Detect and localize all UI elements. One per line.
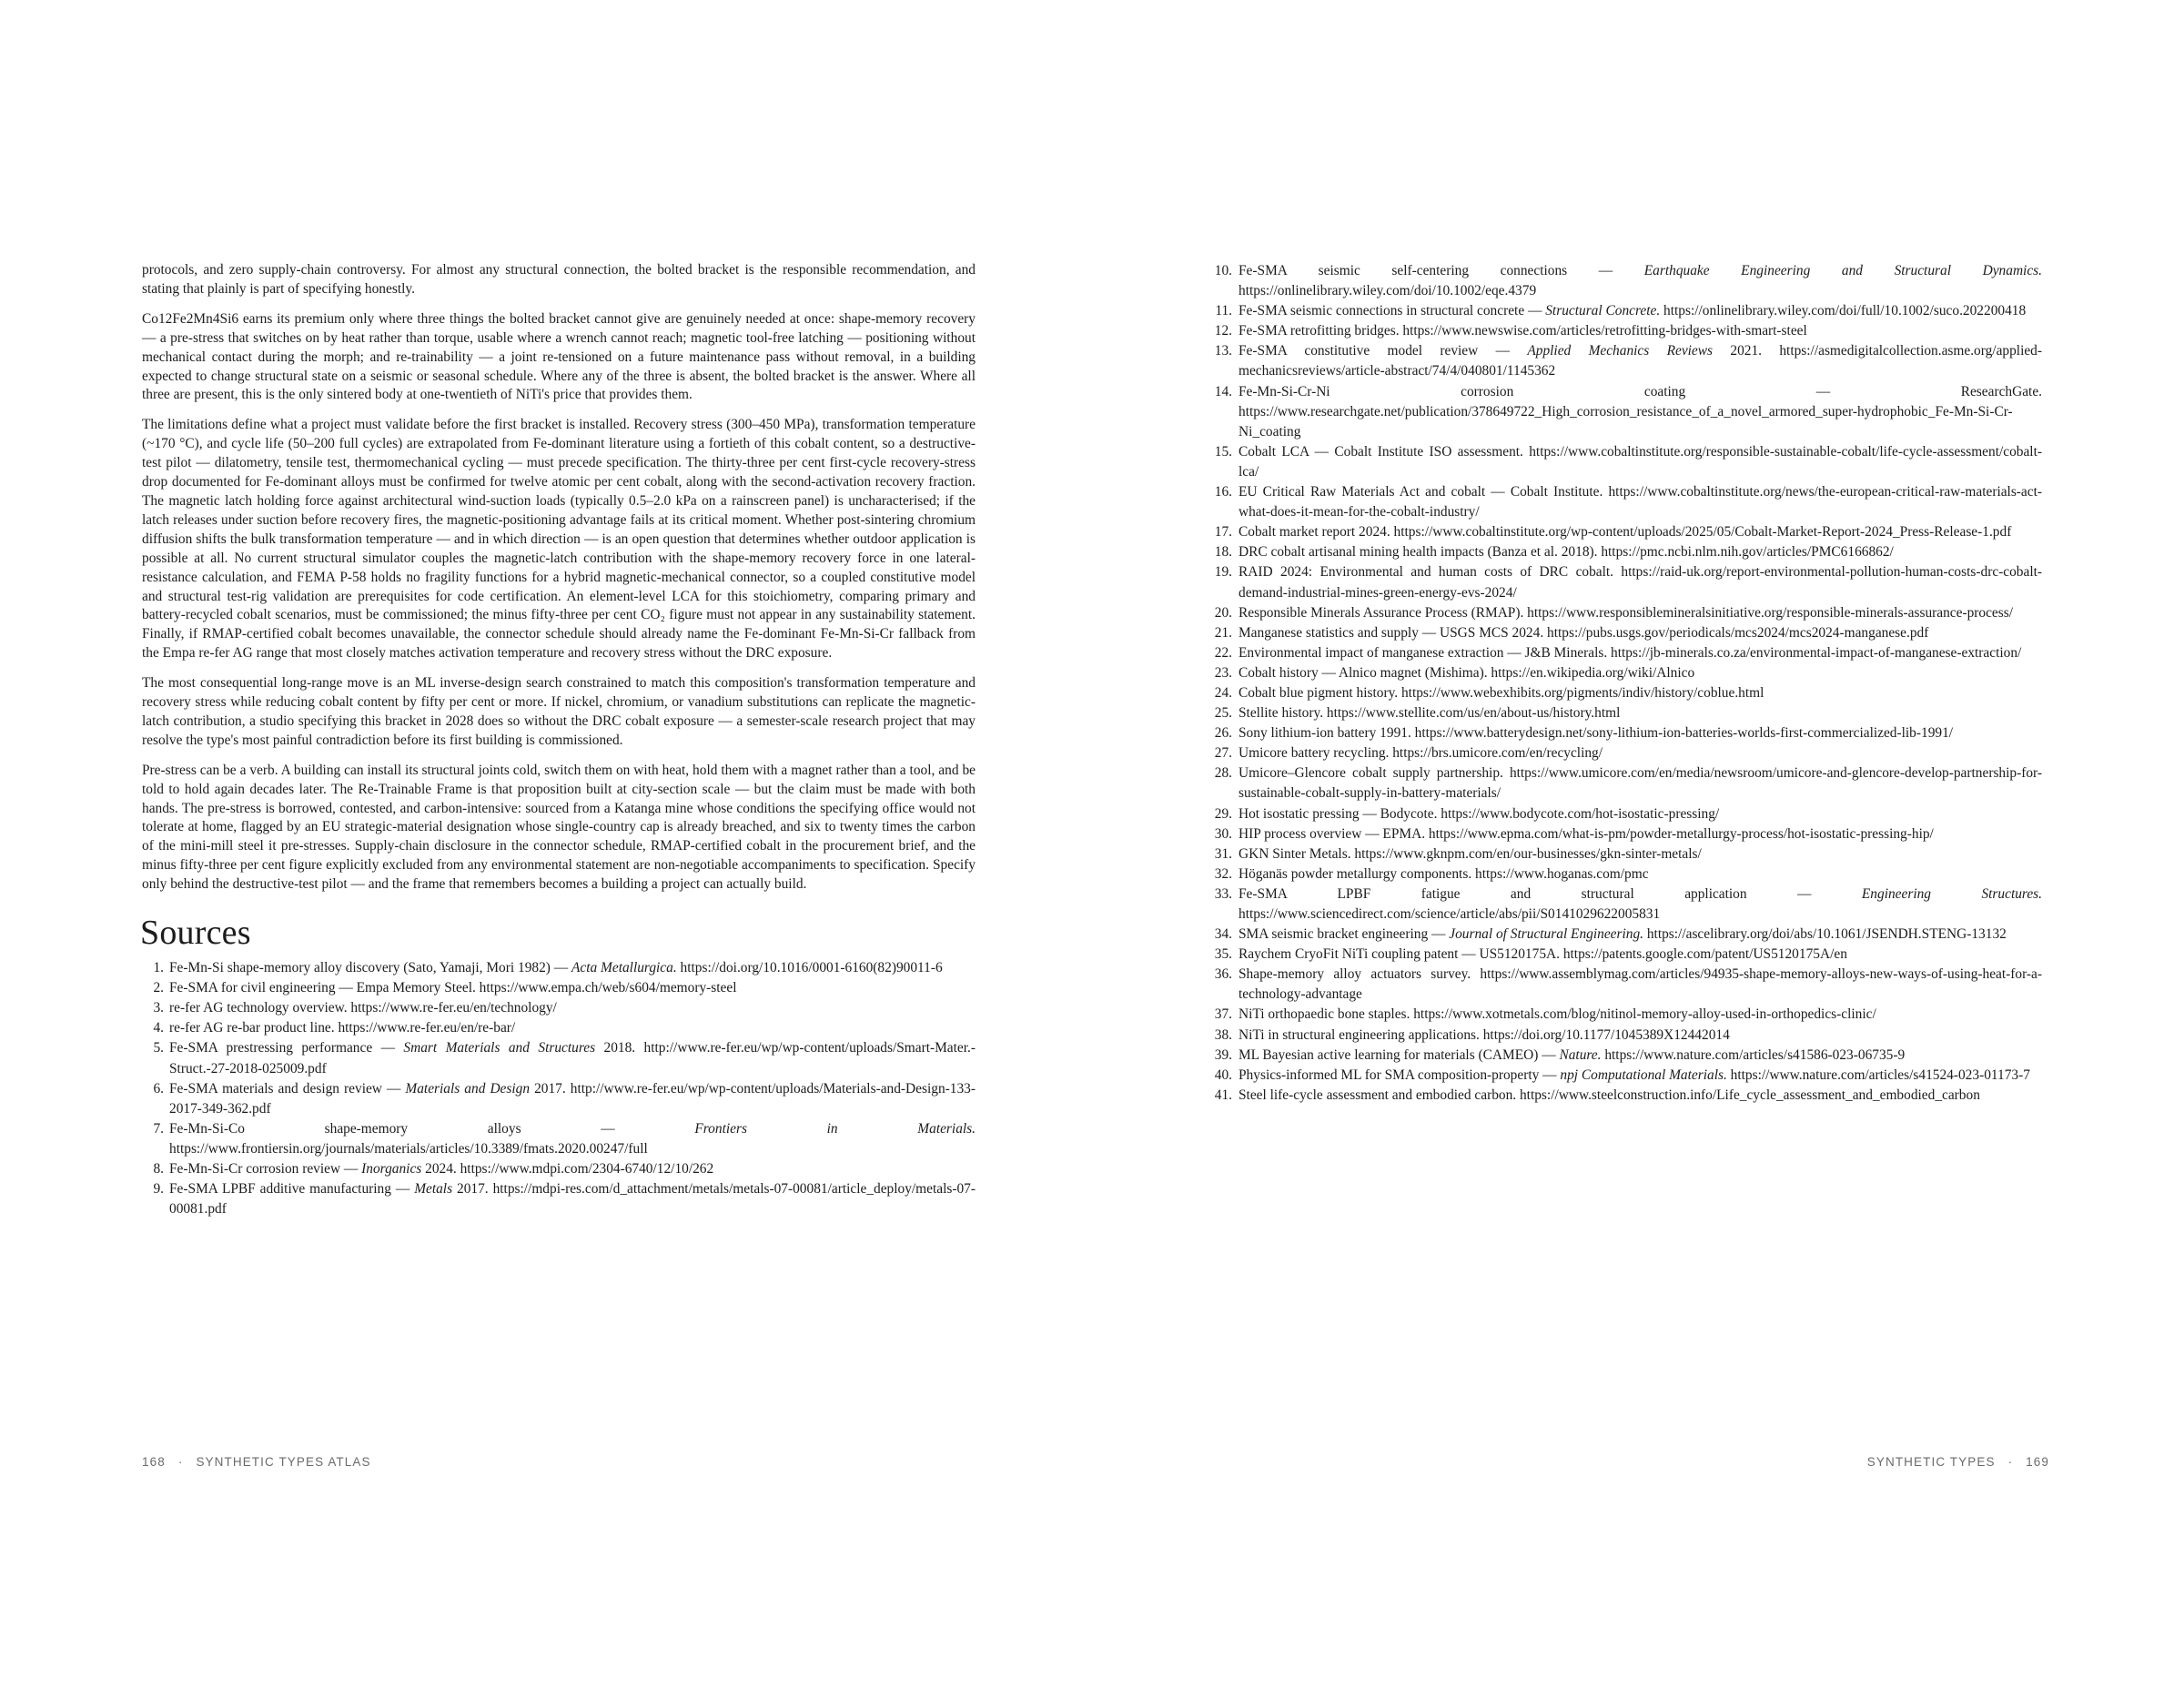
reference-text-continued: https://www.frontiersin.org/journals/materials/articles/10.3389/fmats.2020.00247/full <box>169 1140 648 1157</box>
reference-number: 8. <box>153 1161 164 1178</box>
reference-item <box>1208 965 2042 1005</box>
reference-text: Fe-SMA seismic connections in structural concrete — <box>1239 303 1546 319</box>
body-paragraph: Pre-stress can be a verb. A building can install its structural joints cold, switch them on with heat, hold them with a magnet rather than a tool, and be told to hold again decades later. The Re-Trainable Frame is that proposition built at city-section scale — but the claim must be made with both hands. The pre-stress is borrowed, contested, and carbon-intensive: sourced from a Katanga mine whose conditions the specifying office would not tolerate at home, flagged by an EU strategic-material designation whose single-country cap is already breached, and six to twenty times the carbon of the mini-mill steel it pre-stresses. Supply-chain disclosure in the connector schedule, RMAP-certified cobalt in the procurement brief, and the minus fifty-three per cent figure explicitly excluded from any environmental statement are non-negotiable accompaniments to specification. Specify only behind the destructive-test pilot — and the frame that remembers becomes a building a project can actually build. <box>142 762 976 893</box>
reference-item <box>1208 824 2042 844</box>
reference-text-continued: https://ascelibrary.org/doi/abs/10.1061/JSENDH.STENG-13132 <box>1643 926 2007 943</box>
reference-text: RAID 2024: Environmental and human costs of DRC cobalt. https://raid-uk.org/report-environmental-pollution-human-costs-drc-cobalt-demand-industrial-mines-green-energy-evs-2024/ <box>1239 564 2042 601</box>
reference-number: 40. <box>1214 1066 1232 1083</box>
reference-number: 1. <box>153 960 164 976</box>
reference-text: Fe-Mn-Si-Cr corrosion review — <box>169 1161 362 1178</box>
folio-right <box>1867 1455 2049 1469</box>
reference-text-continued: 2021. https://asmedigitalcollection.asme.org/applied-mechanicsreviews/article-abstract/74/4/040801/1145362 <box>1239 343 2042 379</box>
running-head: SYNTHETIC TYPES <box>1866 1455 1996 1469</box>
reference-journal: Acta Metallurgica. <box>571 960 677 976</box>
reference-item <box>1208 804 2042 824</box>
reference-number: 15. <box>1214 443 1232 460</box>
reference-text: Cobalt history — Alnico magnet (Mishima). https://en.wikipedia.org/wiki/Alnico <box>1239 664 1695 681</box>
reference-text: DRC cobalt artisanal mining health impacts (Banza et al. 2018). https://pmc.ncbi.nlm.nih.gov/articles/PMC6166862/ <box>1239 544 1894 561</box>
reference-item <box>1208 562 2042 602</box>
reference-number: 4. <box>153 1020 164 1036</box>
folio-separator: · <box>177 1455 184 1469</box>
reference-text: Physics-informed ML for SMA composition-property — <box>1239 1066 1561 1083</box>
reference-text: Cobalt blue pigment history. https://www.webexhibits.org/pigments/indiv/history/coblue.html <box>1239 684 1764 701</box>
reference-number: 2. <box>153 980 164 996</box>
reference-text-continued: https://www.nature.com/articles/s41524-023-01173-7 <box>1726 1066 2030 1083</box>
reference-journal: Smart Materials and Structures <box>403 1040 596 1056</box>
reference-text-continued: 2017. https://mdpi-res.com/d_attachment/metals/metals-07-00081/article_deploy/metals-07-00081.pdf <box>169 1181 976 1218</box>
reference-journal: Frontiers in Materials. <box>694 1120 976 1137</box>
reference-text: Fe-SMA retrofitting bridges. https://www.newswise.com/articles/retrofitting-bridges-with-smart-steel <box>1239 323 1807 339</box>
reference-text: Fe-SMA for civil engineering — Empa Memory Steel. https://www.empa.ch/web/s604/memory-steel <box>169 980 737 996</box>
reference-number: 18. <box>1214 544 1232 561</box>
body-paragraph: The limitations define what a project must validate before the first bracket is installed. Recovery stress (300–450 MPa), transformation temperature (~170 °C), and cycle life (50–200 full cycles) are extrapolated from Fe-dominant literature using a fortieth of this cobalt content, so a destructive-test pilot — dilatometry, tensile test, thermomechanical cycling — must precede specification. The thirty-three per cent first-cycle recovery-stress drop documented for Fe-dominant alloys must be confirmed for twelve atomic per cent cobalt, along with the second-activation recovery fraction. The magnetic latch holding force against architectural wind-suction loads (typically 0.5–2.0 kPa on a rainscreen panel) is uncharacterised; if the latch releases under suction before recovery fires, the magnetic-positioning advantage fails at its critical moment. Whether post-sintering chromium diffusion shifts the bulk transformation temperature — and in which direction — is an open question that determines whether outdoor application is possible at all. No current structural simulator couples the magnetic-latch contribution with the shape-memory recovery force in one lateral-resistance calculation, and FEMA P-58 holds no fragility functions for a hybrid magnetic-mechanical connector, so a coupled constitutive model and structural test-rig validation are prerequisites for code certification. An element-level LCA for this stoichiometry, comparing primary and battery-recycled cobalt scenarios, must be commissioned; the minus fifty-three per cent CO₂ figure must not appear in any sustainability statement. Finally, if RMAP-certified cobalt becomes unavailable, the connector schedule should already name the Fe-dominant Fe-Mn-Si-Cr fallback from the Empa re-fer AG range that most closely matches activation temperature and recovery stress without the DRC exposure. <box>142 417 976 662</box>
reference-item <box>1208 1066 2042 1086</box>
reference-text-continued: https://doi.org/10.1016/0001-6160(82)90011-6 <box>676 960 943 976</box>
reference-text: Fe-Mn-Si-Co shape-memory alloys — <box>169 1120 695 1137</box>
reference-item <box>1208 1046 2042 1066</box>
reference-number: 3. <box>153 1000 164 1016</box>
reference-number: 38. <box>1214 1026 1232 1043</box>
reference-item <box>1208 864 2042 884</box>
reference-text: re-fer AG technology overview. https://www.re-fer.eu/en/technology/ <box>169 1000 557 1016</box>
reference-text: Fe-SMA materials and design review — <box>169 1080 406 1097</box>
reference-number: 24. <box>1214 684 1232 701</box>
reference-list <box>1208 261 2042 1106</box>
reference-journal: Earthquake Engineering and Structural Dynamics. <box>1643 263 2042 278</box>
reference-text-continued: 2018. http://www.re-fer.eu/wp/wp-content/uploads/Smart-Mater.-Struct.-27-2018-025009.pdf <box>169 1040 976 1076</box>
reference-text: ML Bayesian active learning for materials (CAMEO) — <box>1239 1046 1560 1063</box>
reference-text: Fe-Mn-Si shape-memory alloy discovery (Sato, Yamaji, Mori 1982) — <box>169 960 571 976</box>
reference-text: Responsible Minerals Assurance Process (RMAP). https://www.responsiblemineralsinitiative.org/responsible-minerals-assurance-process/ <box>1239 604 2014 621</box>
reference-number: 32. <box>1214 865 1232 882</box>
reference-number: 36. <box>1214 966 1232 983</box>
reference-text: GKN Sinter Metals. https://www.gknpm.com/en/our-businesses/gkn-sinter-metals/ <box>1239 845 1702 862</box>
reference-item <box>1208 442 2042 482</box>
reference-number: 14. <box>1214 383 1232 399</box>
reference-text: re-fer AG re-bar product line. https://www.re-fer.eu/en/re-bar/ <box>169 1020 516 1036</box>
reference-number: 41. <box>1214 1087 1232 1103</box>
page-number: 168 <box>142 1455 166 1469</box>
reference-text-continued: https://onlinelibrary.wiley.com/doi/full/10.1002/suco.202200418 <box>1660 303 2027 319</box>
reference-number: 34. <box>1214 926 1232 943</box>
reference-journal: npj Computational Materials. <box>1560 1066 1727 1083</box>
page-number: 169 <box>2026 1455 2049 1469</box>
reference-number: 16. <box>1214 484 1232 500</box>
reference-journal: Applied Mechanics Reviews <box>1527 343 1714 359</box>
reference-text-continued: 2024. https://www.mdpi.com/2304-6740/12/10/262 <box>421 1161 714 1178</box>
reference-item <box>142 1018 976 1038</box>
reference-number: 21. <box>1214 624 1232 641</box>
reference-item <box>1208 522 2042 542</box>
reference-item <box>1208 703 2042 723</box>
folio-left <box>142 1455 371 1469</box>
reference-item <box>1208 663 2042 683</box>
reference-text: EU Critical Raw Materials Act and cobalt — Cobalt Institute. https://www.cobaltinstitute.org/news/the-european-critical-raw-materials-act-what-does-it-mean-for-the-cobalt-industry/ <box>1239 484 2042 521</box>
running-head: SYNTHETIC TYPES ATLAS <box>196 1455 371 1469</box>
reference-item <box>1208 603 2042 623</box>
reference-item <box>1208 542 2042 562</box>
reference-number: 20. <box>1214 604 1232 621</box>
reference-journal: Nature. <box>1559 1046 1602 1063</box>
reference-number: 17. <box>1214 524 1232 541</box>
reference-number: 30. <box>1214 825 1232 842</box>
reference-number: 5. <box>153 1040 164 1056</box>
reference-item <box>142 1159 976 1179</box>
reference-text: Fe-Mn-Si-Cr-Ni corrosion coating — ResearchGate. https://www.researchgate.net/publication/378649722_High_corrosion_resistance_of_a_novel_armored_super-hydrophobic_Fe-Mn-Si-Cr-Ni_coating <box>1239 383 2042 440</box>
reference-item <box>1208 884 2042 925</box>
reference-item <box>1208 382 2042 442</box>
reference-item <box>1208 623 2042 643</box>
sources-heading: Sources <box>140 914 251 953</box>
reference-journal: Structural Concrete. <box>1545 303 1661 319</box>
reference-journal: Inorganics <box>361 1161 422 1178</box>
reference-text: Sony lithium-ion battery 1991. https://www.batterydesign.net/sony-lithium-ion-batteries-worlds-first-commercialized-lib-1991/ <box>1239 725 1954 742</box>
reference-item <box>1208 743 2042 763</box>
reference-item <box>1208 1005 2042 1025</box>
right-page <box>1092 0 2184 1688</box>
reference-item <box>142 998 976 1018</box>
reference-number: 6. <box>153 1080 164 1097</box>
reference-text-continued: https://www.nature.com/articles/s41586-023-06735-9 <box>1601 1046 1906 1063</box>
reference-item <box>1208 261 2042 301</box>
reference-list <box>142 958 976 1219</box>
reference-text: Fe-SMA seismic self-centering connections — <box>1239 263 1644 278</box>
reference-text: Environmental impact of manganese extraction — J&B Minerals. https://jb-minerals.co.za/environmental-impact-of-manganese-extraction/ <box>1239 644 2022 661</box>
reference-item <box>1208 723 2042 743</box>
reference-text: SMA seismic bracket engineering — <box>1239 926 1450 943</box>
reference-text: Cobalt LCA — Cobalt Institute ISO assessment. https://www.cobaltinstitute.org/responsible-sustainable-cobalt/life-cycle-assessment/cobalt-lca/ <box>1239 443 2042 480</box>
reference-item <box>1208 301 2042 321</box>
reference-item <box>142 1079 976 1119</box>
reference-number: 7. <box>153 1120 164 1137</box>
reference-number: 10. <box>1214 263 1232 278</box>
reference-text: Fe-SMA constitutive model review — <box>1239 343 1528 359</box>
folio-separator: · <box>2007 1455 2014 1469</box>
reference-text: Umicore battery recycling. https://brs.umicore.com/en/recycling/ <box>1239 745 1603 762</box>
reference-item <box>142 958 976 978</box>
reference-item <box>1208 1026 2042 1046</box>
reference-number: 35. <box>1214 946 1232 963</box>
reference-item <box>1208 341 2042 381</box>
reference-item <box>1208 844 2042 864</box>
reference-number: 19. <box>1214 564 1232 581</box>
reference-item <box>1208 683 2042 703</box>
right-text-column <box>1208 261 2042 1106</box>
reference-text: Cobalt market report 2024. https://www.cobaltinstitute.org/wp-content/uploads/2025/05/Cobalt-Market-Report-2024_Press-Release-1.pdf <box>1239 524 2012 541</box>
reference-number: 26. <box>1214 725 1232 742</box>
reference-number: 12. <box>1214 323 1232 339</box>
reference-text: Fe-SMA prestressing performance — <box>169 1040 404 1056</box>
body-paragraph: Co12Fe2Mn4Si6 earns its premium only where three things the bolted bracket cannot give are genuinely needed at once: shape-memory recovery — a pre-stress that switches on by heat rather than torque, usable where a wrench cannot reach; magnetic tool-free latching — positioning without mechanical contact during the morph; and re-trainability — a joint re-tensioned on a future maintenance pass without removal, in a building expected to change structural state on a seismic or seasonal schedule. Where any of the three is absent, the bolted bracket is the answer. Where all three are present, this is the only sintered body at one-twentieth of NiTi's price that provides them. <box>142 310 976 403</box>
reference-journal: Journal of Structural Engineering. <box>1449 926 1643 943</box>
reference-number: 9. <box>153 1181 164 1198</box>
reference-number: 39. <box>1214 1046 1232 1063</box>
reference-text: Raychem CryoFit NiTi coupling patent — US5120175A. https://patents.google.com/patent/US5120175A/en <box>1239 946 1847 963</box>
body-paragraph: protocols, and zero supply-chain controversy. For almost any structural connection, the bolted bracket is the responsible recommendation, and stating that plainly is part of specifying honestly. <box>142 262 976 297</box>
reference-number: 28. <box>1214 765 1232 782</box>
reference-text: Umicore–Glencore cobalt supply partnership. https://www.umicore.com/en/media/newsroom/umicore-and-glencore-develop-partnership-for-sustainable-cobalt-supply-in-battery-materials/ <box>1239 765 2042 802</box>
reference-text: Stellite history. https://www.stellite.com/us/en/about-us/history.html <box>1239 705 1621 722</box>
reference-journal: Engineering Structures. <box>1861 885 2042 902</box>
left-text-column <box>142 261 976 1219</box>
reference-number: 22. <box>1214 644 1232 661</box>
reference-text: Höganäs powder metallurgy components. https://www.hoganas.com/pmc <box>1239 865 1649 882</box>
reference-text: Shape-memory alloy actuators survey. https://www.assemblymag.com/articles/94935-shape-memory-alloys-new-ways-of-using-heat-for-a-technology-advantage <box>1239 966 2042 1003</box>
reference-number: 25. <box>1214 705 1232 722</box>
reference-text: Hot isostatic pressing — Bodycote. https://www.bodycote.com/hot-isostatic-pressing/ <box>1239 805 1720 822</box>
reference-number: 33. <box>1214 885 1232 902</box>
reference-item <box>142 1038 976 1078</box>
reference-item <box>1208 945 2042 965</box>
reference-text: Steel life-cycle assessment and embodied carbon. https://www.steelconstruction.info/Life_cycle_assessment_and_embodied_carbon <box>1239 1087 1980 1103</box>
reference-text: NiTi orthopaedic bone staples. https://www.xotmetals.com/blog/nitinol-memory-alloy-used-in-orthopedics-clinic/ <box>1239 1006 1876 1023</box>
reference-item <box>1208 925 2042 945</box>
reference-number: 13. <box>1214 343 1232 359</box>
reference-number: 23. <box>1214 664 1232 681</box>
reference-item <box>1208 643 2042 663</box>
reference-item <box>1208 1086 2042 1106</box>
reference-item <box>142 1119 976 1159</box>
reference-text: Fe-SMA LPBF fatigue and structural application — <box>1239 885 1862 902</box>
reference-text: NiTi in structural engineering applications. https://doi.org/10.1177/1045389X12442014 <box>1239 1026 1730 1043</box>
reference-text-continued: https://onlinelibrary.wiley.com/doi/10.1002/eqe.4379 <box>1239 283 1537 299</box>
reference-number: 27. <box>1214 745 1232 762</box>
reference-journal: Metals <box>414 1181 453 1198</box>
reference-number: 37. <box>1214 1006 1232 1023</box>
reference-number: 29. <box>1214 805 1232 822</box>
reference-number: 31. <box>1214 845 1232 862</box>
reference-item <box>1208 321 2042 341</box>
reference-text-continued: 2017. http://www.re-fer.eu/wp/wp-content/uploads/Materials-and-Design-133-2017-349-362.pdf <box>169 1080 976 1117</box>
reference-item <box>142 1179 976 1219</box>
reference-item <box>142 978 976 998</box>
reference-text: Manganese statistics and supply — USGS MCS 2024. https://pubs.usgs.gov/periodicals/mcs2024/mcs2024-manganese.pdf <box>1239 624 1929 641</box>
reference-text-continued: https://www.sciencedirect.com/science/article/abs/pii/S0141029622005831 <box>1239 906 1661 922</box>
reference-number: 11. <box>1215 303 1232 319</box>
reference-journal: Materials and Design <box>405 1080 531 1097</box>
reference-text: Fe-SMA LPBF additive manufacturing — <box>169 1181 415 1198</box>
reference-text: HIP process overview — EPMA. https://www.epma.com/what-is-pm/powder-metallurgy-process/hot-isostatic-pressing-hip/ <box>1239 825 1934 842</box>
reference-item <box>1208 763 2042 804</box>
body-paragraph: The most consequential long-range move is an ML inverse-design search constrained to match this composition's transformation temperature and recovery stress while reducing cobalt content by fifty per cent or more. If nickel, chromium, or vanadium substitutions can replicate the magnetic-latch contribution, a studio specifying this bracket in 2028 does so without the DRC cobalt exposure — a semester-scale research project that may resolve the type's most painful contradiction before its first building is commissioned. <box>142 675 976 748</box>
reference-item <box>1208 482 2042 522</box>
